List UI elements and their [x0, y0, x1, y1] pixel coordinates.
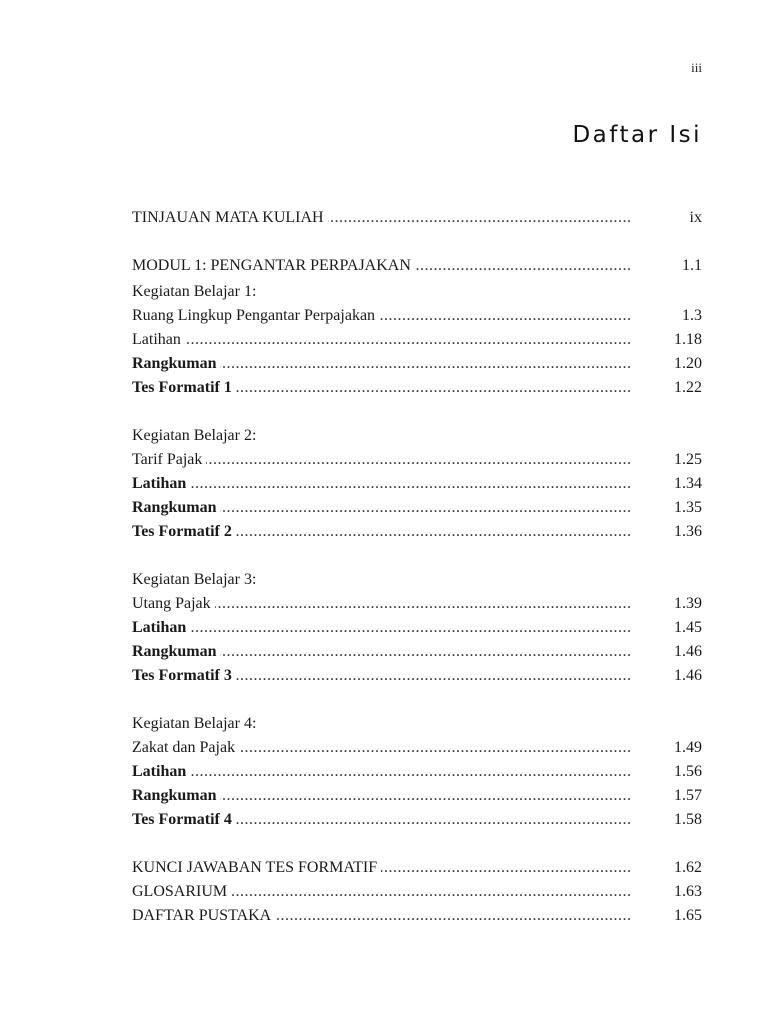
toc-page-number: 1.18	[674, 331, 702, 348]
toc-page-number: 1.36	[674, 523, 702, 540]
toc-page-number: 1.22	[674, 379, 702, 396]
toc-entry-latihan-4: ..... Latihan 1.56	[132, 760, 702, 784]
toc-page-number: 1.45	[674, 619, 702, 636]
toc-entry-tes-formatif-1: ..... Tes Formatif 1 1.22	[132, 376, 702, 400]
toc-entry-glosarium: ..... GLOSARIUM 1.63	[132, 880, 702, 904]
toc-entry-ruang-lingkup: ..... Ruang Lingkup Pengantar Perpajakan 1.3	[132, 304, 702, 328]
toc-entry-zakat-pajak: ..... Zakat dan Pajak 1.49	[132, 736, 702, 760]
toc-page-number: 1.57	[674, 787, 702, 804]
toc-page-number: 1.20	[674, 355, 702, 372]
toc-entry-tes-formatif-3: ..... Tes Formatif 3 1.46	[132, 664, 702, 688]
toc-entry-utang-pajak: ..... Utang Pajak 1.39	[132, 592, 702, 616]
toc-entry-daftar-pustaka: ..... DAFTAR PUSTAKA 1.65	[132, 904, 702, 928]
toc-heading-kb4: Kegiatan Belajar 4:	[132, 715, 257, 732]
toc-page-number: 1.49	[674, 739, 702, 756]
toc-heading-kb3: Kegiatan Belajar 3:	[132, 571, 257, 588]
toc-page-number: 1.46	[674, 667, 702, 684]
toc-entry-latihan-3: ..... Latihan 1.45	[132, 616, 702, 640]
toc-page-number: 1.62	[674, 859, 702, 876]
toc-entry-rangkuman-1: ..... Rangkuman 1.20	[132, 352, 702, 376]
toc-page-number: 1.35	[674, 499, 702, 516]
page-title: Daftar Isi	[572, 122, 702, 148]
toc-page-number: 1.3	[682, 307, 702, 324]
toc-page-number: ix	[689, 209, 702, 226]
toc-entry-latihan-1: ..... Latihan 1.18	[132, 328, 702, 352]
toc-entry-tinjauan: ..... TINJAUAN MATA KULIAH ix	[132, 206, 702, 230]
toc-entry-tarif-pajak: ..... Tarif Pajak 1.25	[132, 448, 702, 472]
toc-heading-kb1: Kegiatan Belajar 1:	[132, 283, 257, 300]
toc-page-number: 1.58	[674, 811, 702, 828]
toc-page-number: 1.46	[674, 643, 702, 660]
toc-page-number: 1.39	[674, 595, 702, 612]
toc-entry-rangkuman-2: ..... Rangkuman 1.35	[132, 496, 702, 520]
toc-page-number: 1.56	[674, 763, 702, 780]
toc-page-number: 1.63	[674, 883, 702, 900]
toc-page-number: 1.25	[674, 451, 702, 468]
toc-heading-kb2: Kegiatan Belajar 2:	[132, 427, 257, 444]
toc-entry-tes-formatif-4: ..... Tes Formatif 4 1.58	[132, 808, 702, 832]
toc-entry-rangkuman-3: ..... Rangkuman 1.46	[132, 640, 702, 664]
toc-entry-tes-formatif-2: ..... Tes Formatif 2 1.36	[132, 520, 702, 544]
page-number: iii	[691, 60, 702, 75]
toc-page-number: 1.34	[674, 475, 702, 492]
toc-entry-latihan-2: ..... Latihan 1.34	[132, 472, 702, 496]
toc-page-number: 1.65	[674, 907, 702, 924]
toc-entry-rangkuman-4: ..... Rangkuman 1.57	[132, 784, 702, 808]
toc-entry-modul-1: ..... MODUL 1: PENGANTAR PERPAJAKAN 1.1	[132, 254, 702, 278]
toc-entry-kunci-jawaban: ..... KUNCI JAWABAN TES FORMATIF 1.62	[132, 856, 702, 880]
toc-page-number: 1.1	[682, 257, 702, 274]
